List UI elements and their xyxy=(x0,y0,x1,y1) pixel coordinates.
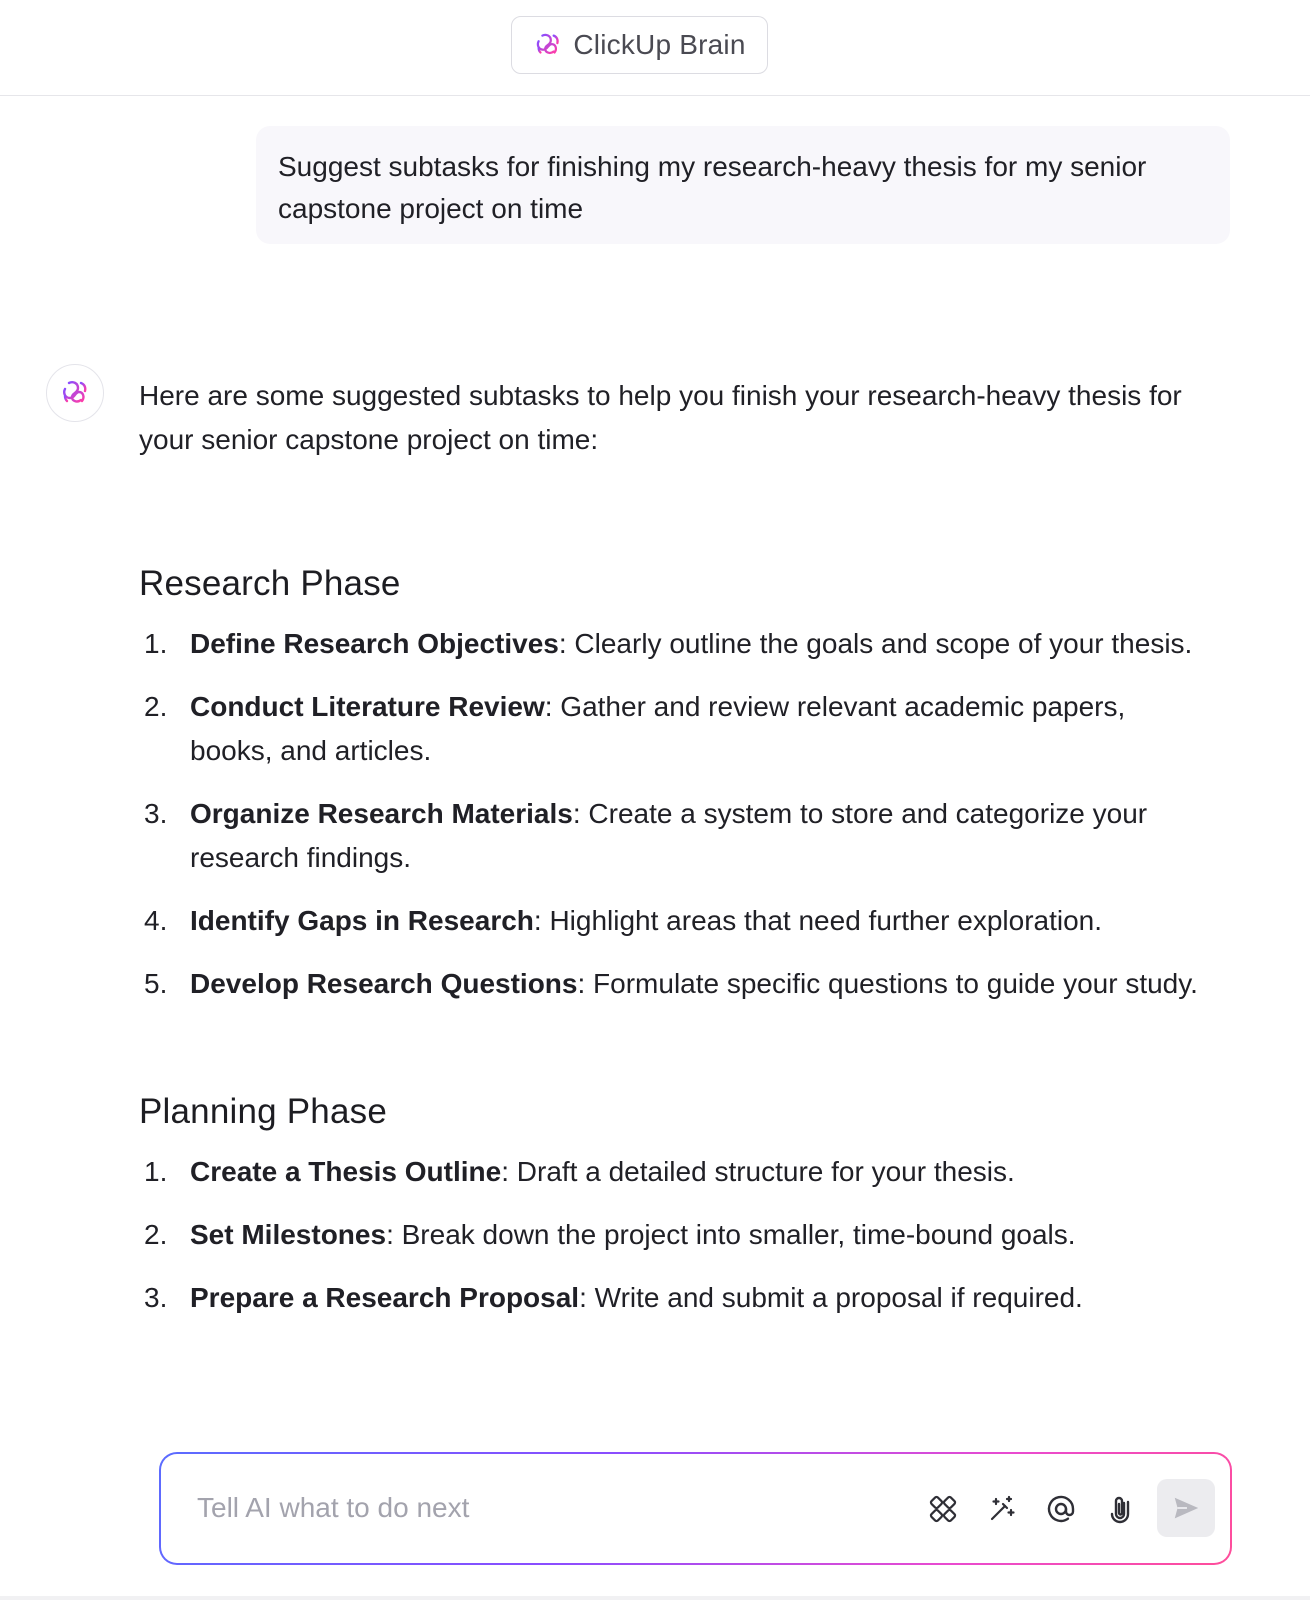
item-desc: : Draft a detailed structure for your thesis. xyxy=(501,1156,1015,1187)
prompt-input[interactable] xyxy=(195,1480,855,1536)
item-desc: : Create a system to store and categorize your research findings. xyxy=(190,798,1148,873)
list-number: 4. xyxy=(144,905,168,936)
item-term: Organize Research Materials xyxy=(190,798,573,829)
apps-icon xyxy=(927,1493,959,1525)
footer-divider xyxy=(0,1596,1310,1600)
magic-button[interactable] xyxy=(983,1490,1021,1528)
item-term: Conduct Literature Review xyxy=(190,691,545,722)
list-item xyxy=(139,1276,1199,1320)
list-item xyxy=(139,1150,1199,1194)
user-message: Suggest subtasks for finishing my research-heavy thesis for my senior capstone project on time xyxy=(256,126,1230,244)
item-desc: : Formulate specific questions to guide your study. xyxy=(577,968,1198,999)
planning-task-list xyxy=(139,1150,1199,1320)
apps-button[interactable] xyxy=(924,1490,962,1528)
section-heading-research: Research Phase xyxy=(139,564,401,603)
list-item xyxy=(139,1213,1199,1257)
composer xyxy=(159,1452,1232,1565)
item-term: Prepare a Research Proposal xyxy=(190,1282,580,1313)
mention-button[interactable] xyxy=(1042,1490,1080,1528)
attach-icon xyxy=(1104,1493,1136,1525)
title-button[interactable] xyxy=(511,16,768,74)
header xyxy=(0,0,1310,96)
list-number: 3. xyxy=(144,1282,168,1313)
section-heading-planning: Planning Phase xyxy=(139,1092,387,1131)
item-desc: : Gather and review relevant academic papers, books, and articles. xyxy=(190,691,1126,766)
list-item xyxy=(139,685,1199,773)
send-icon xyxy=(1171,1493,1201,1523)
list-item xyxy=(139,792,1199,880)
ai-intro: Here are some suggested subtasks to help you finish your research-heavy thesis for your senior capstone project on time: xyxy=(139,380,1182,455)
list-number: 5. xyxy=(144,968,168,999)
item-term: Identify Gaps in Research xyxy=(190,905,534,936)
composer-inner xyxy=(161,1454,1230,1563)
list-number: 2. xyxy=(144,1219,168,1250)
item-term: Develop Research Questions xyxy=(190,968,578,999)
item-term: Create a Thesis Outline xyxy=(190,1156,502,1187)
research-task-list xyxy=(139,622,1199,1006)
item-desc: : Write and submit a proposal if required. xyxy=(579,1282,1083,1313)
attach-button[interactable] xyxy=(1101,1490,1139,1528)
ai-avatar xyxy=(46,364,104,422)
app-title: ClickUp Brain xyxy=(573,29,746,60)
list-number: 3. xyxy=(144,798,168,829)
item-desc: : Clearly outline the goals and scope of your thesis. xyxy=(558,628,1193,659)
item-desc: : Break down the project into smaller, time-bound goals. xyxy=(386,1219,1076,1250)
list-number: 1. xyxy=(144,628,168,659)
magic-wand-icon xyxy=(986,1493,1018,1525)
item-term: Set Milestones xyxy=(190,1219,387,1250)
ai-response xyxy=(139,374,1199,1339)
brain-logo-icon xyxy=(59,377,91,409)
list-number: 1. xyxy=(144,1156,168,1187)
list-number: 2. xyxy=(144,691,168,722)
list-item xyxy=(139,899,1199,943)
brain-logo-icon xyxy=(533,30,563,60)
item-term: Define Research Objectives xyxy=(190,628,559,659)
mention-icon xyxy=(1045,1493,1077,1525)
item-desc: : Highlight areas that need further exploration. xyxy=(533,905,1103,936)
list-item xyxy=(139,962,1199,1006)
list-item xyxy=(139,622,1199,666)
send-button[interactable] xyxy=(1157,1479,1215,1537)
